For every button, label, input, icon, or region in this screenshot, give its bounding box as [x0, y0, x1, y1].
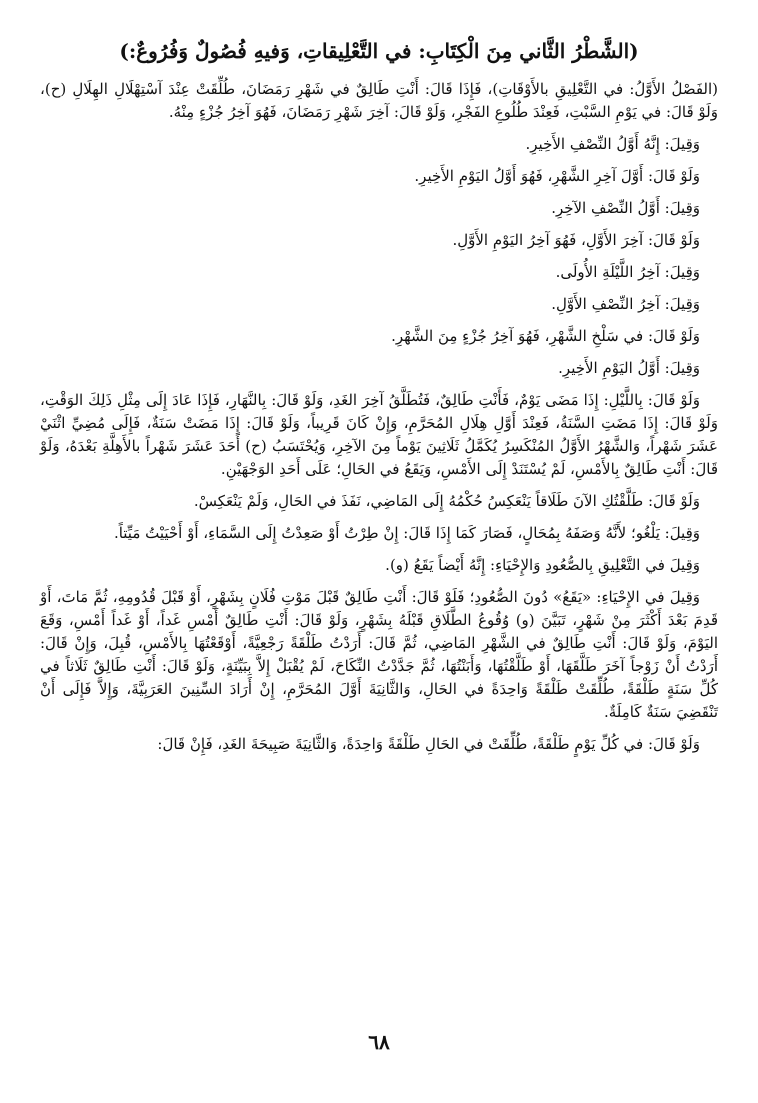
body-text	[40, 78, 718, 756]
paragraph: وَلَوْ قَالَ: طَلَّقْتُكِ الآنَ طَلَاقاً يَنْعَكِسُ حُكْمُهُ إِلَى المَاضِي، نَفَذَ في الحَالِ، وَلَمْ يَنْعَكِسْ.	[193, 492, 700, 510]
paragraph: وَقِيلَ في الإِحْيَاءِ: «يَقَعُ» دُونَ الصُّعُودِ؛ فَلَوْ قَالَ: أَنْتِ طَالِقٌ قَبْلَ مَوْتِ فُلَانٍ بِشَهْرٍ، أَوْ قَبْلَ قُدُومِهِ، ثُمَّ مَاتَ، أَوْ قَدِمَ بَعْدَ أَكْثَرَ مِنْ شَهْرٍ، تَبَيَّنَ (و) وُقُوعُ الطَّلَاقِ قَبْلَهُ بِشَهْرٍ، وَلَوْ قَالَ: أَنْتِ طَالِقٌ أَمْسِ غَداً، أَوْ غَداً أَمْسِ، وَقَعَ اليَوْمَ، وَلَوْ قَالَ: أَنْتِ طَالِقٌ في الشَّهْرِ المَاضِي، ثُمَّ قَالَ: أَرَدْتُ طَلْقَةً رَجْعِيَّةً، أَوْقَعْتُهَا بِالأَمْسِ، قُبِلَ، وَإِنْ قَالَ: أَرَدْتُ أَنْ زَوْجاً آخَرَ طَلَّقَهَا، أَوْ طَلَّقْتُهَا، وَأَبَنْتُهَا، ثُمَّ جَدَّدْتُ النِّكَاحَ، لَمْ يُقْبَلْ إِلاَّ بِبَيِّنَةٍ، وَلَوْ قَالَ: أَنْتِ طَالِقٌ ثَلَاثاً في كُلِّ سَنَةٍ طَلْقَةً، طُلِّقَتْ طَلْقَةً وَاحِدَةً في الحَالِ، وَالثَّانِيَةَ أَوَّلَ المُحَرَّمِ، إِنْ أَرَادَ السِّنِينَ العَرَبِيَّةَ، وَإِلاَّ فَإِلَى أَنْ تَنْقَضِيَ سَنَةٌ كَامِلَةٌ.	[40, 588, 718, 721]
paragraph: وَقِيلَ: آخِرُ اللَّيْلَةِ الأُولَى.	[555, 263, 700, 281]
paragraph: وَلَوْ قَالَ: أَوَّلَ آخِرِ الشَّهْرِ، فَهُوَ أَوَّلُ اليَوْمِ الأَخِيرِ.	[414, 167, 700, 185]
paragraph: وَقِيلَ: أَوَّلُ النِّصْفِ الآخِرِ.	[551, 199, 700, 217]
paragraph: (الفَصْلُ الأَوَّلُ: في التَّعْلِيقِ بالأَوْقَاتِ)، فَإِذَا قَالَ: أَنْتِ طَالِقٌ في شَهْرِ رَمَضَانَ، طُلِّقَتْ عِنْدَ آسْتِهْلَالِ الهِلَالِ (ح)، وَلَوْ قَالَ: في يَوْمِ السَّبْتِ، فَعِنْدَ طُلُوعِ الفَجْرِ، وَلَوْ قَالَ: آخِرَ شَهْرِ رَمَضَانَ، فَهُوَ آخِرُ جُزْءٍ مِنْهُ.	[40, 80, 718, 121]
section-heading: (الشَّطْرُ الثَّاني مِنَ الْكِتَابِ: في التَّعْلِيقاتِ، وَفيهِ فُصُولٌ وَفُرُوعٌ:)	[119, 39, 639, 63]
paragraph: وَلَوْ قَالَ: آخِرَ الأَوَّلِ، فَهُوَ آخِرُ اليَوْمِ الأَوَّلِ.	[452, 231, 700, 249]
paragraph: وَقِيلَ: آخِرُ النِّصْفِ الأَوَّلِ.	[551, 295, 700, 313]
page-number: ٦٨	[368, 1030, 390, 1054]
paragraph: وَقِيلَ في التَّعْلِيقِ بِالصُّعُودِ وَالإِحْيَاءِ: إِنَّهُ أَيْضاً يَقَعُ (و).	[385, 556, 700, 574]
paragraph: وَقِيلَ: أَوَّلُ اليَوْمِ الأَخِيرِ.	[558, 359, 700, 377]
paragraph: وَلَوْ قَالَ: في سَلْخِ الشَّهْرِ، فَهُوَ آخِرُ جُزْءٍ مِنَ الشَّهْرِ.	[391, 327, 700, 345]
paragraph: وَلَوْ قَالَ: في كُلِّ يَوْمٍ طَلْقَةً، طُلِّقَتْ في الحَالِ طَلْقَةً وَاحِدَةً، وَالثَّانِيَةَ صَبِيحَةَ الغَدِ، فَإِنْ قَالَ:	[157, 735, 700, 753]
paragraph: وَلَوْ قَالَ: بِاللَّيْلِ: إِذَا مَضَى يَوْمٌ، فَأَنْتِ طَالِقٌ، فَتُطَلَّقُ آخِرَ الغَدِ، وَلَوْ قَالَ: بِالنَّهَارِ، فَإِذَا عَادَ إِلَى مِثْلِ ذَلِكَ الوَقْتِ، وَلَوْ قَالَ: إِذَا مَضَتِ السَّنَةُ، فَعِنْدَ أَوَّلِ هِلَالِ المُحَرَّمِ، وَإِنْ كَانَ قَرِيباً، وَلَوْ قَالَ: إِذَا مَضَتْ سَنَةٌ، فَإِلَى مُضِيِّ اثْنَيْ عَشَرَ شَهْراً، وَالشَّهْرُ الأَوَّلُ المُنْكَسِرُ يُكَمَّلُ ثَلَاثِينَ يَوْماً مِنَ الآخِرِ، وَيُحْتَسَبُ (ح) أَحَدَ عَشَرَ شَهْراً بالأَهِلَّةِ بَعْدَهُ، وَلَوْ قَالَ: أَنْتِ طَالِقٌ بِالأَمْسِ، لَمْ يُسْتَنَدْ إِلَى الأَمْسِ، وَيَقَعُ في الحَالِ؛ عَلَى أَحَدِ الوَجْهَيْنِ.	[40, 391, 718, 478]
paragraph: وَقِيلَ: يَلْغُو؛ لأَنَّهُ وَصَفَهُ بِمُحَالٍ، فَصَارَ كَمَا إِذَا قَالَ: إِنْ طِرْتُ أَوْ صَعِدْتُ إِلَى السَّمَاءِ، أَوْ أَحْيَيْتُ مَيِّتاً.	[113, 524, 700, 542]
paragraph: وَقِيلَ: إِنَّهُ أَوَّلُ النِّصْفِ الأَخِيرِ.	[525, 135, 700, 153]
